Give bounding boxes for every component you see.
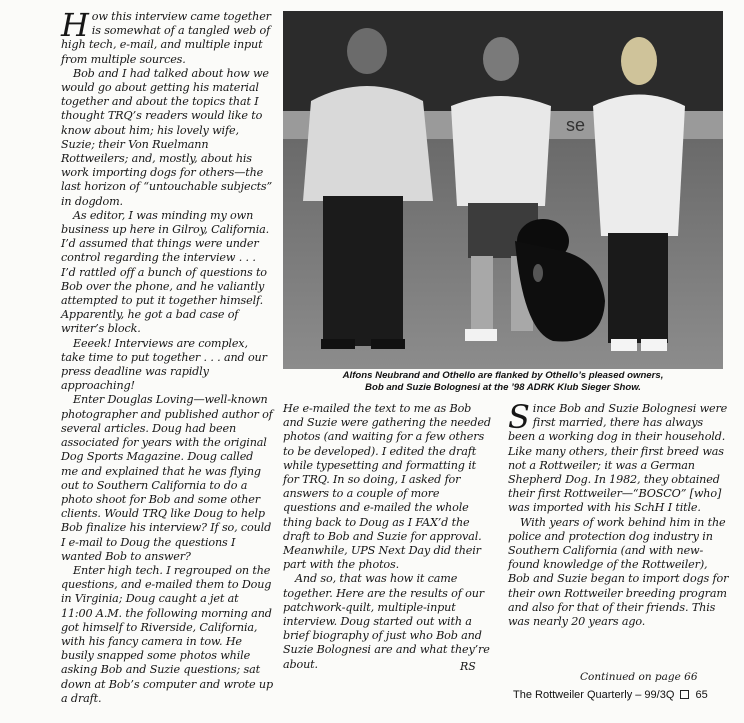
paragraph: And so, that was how it came together. Here are the results of our patchwork-quilt, multiple-input interview. Doug started out with a brief biography of just who Bob and Suzie Bolognesi are and what they’re about. [283,572,490,671]
drop-cap-s: S [508,398,530,436]
banner-text: se [566,115,586,135]
paragraph: Bob and I had talked about how we would go about getting his material together and about the topics that I thought TRQ’s readers would like to know about him; his lovely wife, Suzie; their Von Ruelmann Rottweilers; and, mostly, about his work importing dogs for others—the last horizon of “untouchable subjects” in dogdom. [61,66,273,208]
photo-illustration [283,11,723,369]
paragraph: He e-mailed the text to me as Bob and Suzie were gathering the needed photos (and waiting for a few others to be developed). I edited the draft while typesetting and formatting it for TRQ. In so doing, I asked for answers to a couple of more questions and e-mailed the whole thing back to Doug as I FAX’d the draft to Bob and Suzie for approval. Meanwhile, UPS Next Day did their part with the photos. [283,402,491,572]
publication-name: The Rottweiler Quarterly – 99/3Q [513,689,675,701]
photo-caption: Alfons Neubrand and Othello are flanked by Othello’s pleased owners, Bob and Suzie Bolognesi at the ’98 ADRK Klub Sieger Show. [342,370,664,393]
page-number: 65 [695,689,708,701]
section-opening-paragraph: Since Bob and Suzie Bolognesi were first married, there has always been a working dog in their household. Like many others, their first breed was not a Rottweiler; it was a German Shepherd Dog. In 1982, they obtained their first Rottweiler—“BOSCO” [who] was imported with his SchH I title. [508,398,728,515]
paragraph: Eeeek! Interviews are complex, take time to put together . . . and our press deadline was rapidly approaching! [61,336,267,393]
paragraph: Enter high tech. I regrouped on the questions, and e-mailed them to Doug in Virginia; Doug caught a jet at 11:00 A.M. the following morning and got himself to Riverside, California, with his fancy camera in tow. He busily snapped some photos while asking Bob and Suzie questions; sat down at Bob’s computer and wrote up a draft. [61,563,273,705]
article-photo [283,11,723,369]
drop-cap-h: H [61,6,89,44]
article-column-right [508,398,730,629]
article-column-middle [283,402,491,672]
continued-note: Continued on page 66 [580,671,698,683]
author-initials: RS [460,660,476,673]
opening-paragraph: How this interview came together is somewhat of a tangled web of high tech, e-mail, and multiple input from multiple sources. [61,6,271,66]
box-glyph-icon [680,690,689,699]
paragraph: As editor, I was minding my own business up here in Gilroy, California. I’d assumed that things were under control regarding the interview . . . I’d rattled off a bunch of questions to Bob over the phone, and he valiantly attempted to put it together himself. Apparently, he got a bad case of writer’s block. [61,208,270,336]
paragraph: With years of work behind him in the police and protection dog industry in Southern California (and with new-found knowledge of the Rottweiler), Bob and Suzie began to import dogs for their own Rottweiler breeding program and also for that of their friends. This was nearly 20 years ago. [508,515,729,629]
article-column-left [61,6,273,706]
page-footer [513,689,708,701]
paragraph: Enter Douglas Loving—well-known photographer and published author of several articles. Doug had been associated for years with the original Dog Sports Magazine. Doug called me and explained that he was flying out to Southern California to do a photo shoot for Bob and some other clients. Would TRQ like Doug to help Bob finalize his interview? If so, could I e-mail to Doug the questions I wanted Bob to answer? [61,393,273,563]
